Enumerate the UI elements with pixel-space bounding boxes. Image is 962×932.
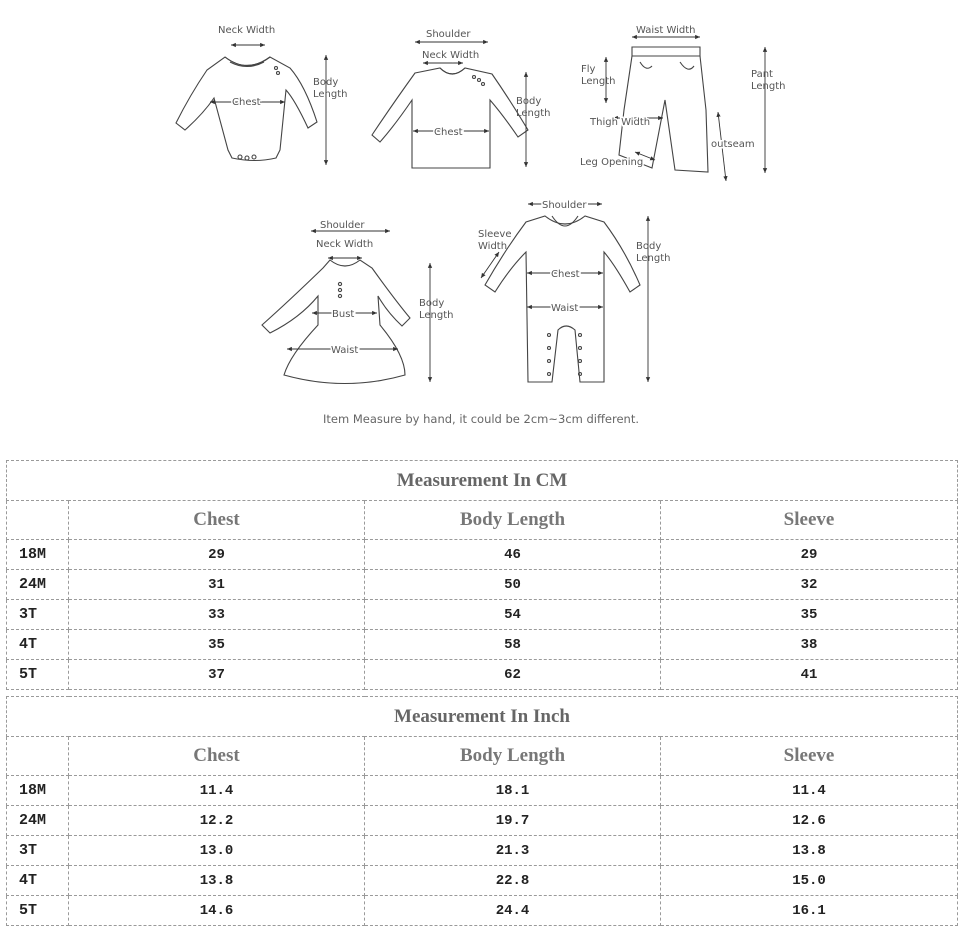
table-title: Measurement In Inch <box>7 697 958 737</box>
dress-bust-label: Bust <box>332 309 355 320</box>
chest-cell: 14.6 <box>69 896 365 926</box>
measurement-diagram <box>0 0 962 440</box>
bodysuit-chest-label: Chest <box>232 97 261 108</box>
chest-cell: 33 <box>69 600 365 630</box>
chest-cell: 35 <box>69 630 365 660</box>
table-title: Measurement In CM <box>7 461 958 501</box>
diagram-labels <box>218 25 786 356</box>
table-row <box>7 776 958 806</box>
chest-cell: 29 <box>69 540 365 570</box>
size-cell: 24M <box>7 570 69 600</box>
body-length-cell: 58 <box>365 630 661 660</box>
pants-fly-label: Fly Length <box>581 64 616 87</box>
corner-cell <box>7 501 69 540</box>
bodysuit-neck-label: Neck Width <box>218 25 276 36</box>
sleeve-cell: 29 <box>661 540 958 570</box>
chest-cell: 13.0 <box>69 836 365 866</box>
pants-pant-label: Pant Length <box>751 69 786 92</box>
dress-neck-label: Neck Width <box>316 239 374 250</box>
romper-shoulder-label: Shoulder <box>542 200 587 211</box>
dress-shoulder-label: Shoulder <box>320 220 365 231</box>
chest-cell: 31 <box>69 570 365 600</box>
pants-thigh-label: Thigh Width <box>590 117 651 128</box>
sleeve-cell: 41 <box>661 660 958 690</box>
chest-cell: 11.4 <box>69 776 365 806</box>
chest-cell: 37 <box>69 660 365 690</box>
romper-body-label: Body Length <box>636 241 671 264</box>
dress-figure <box>262 260 410 384</box>
body-length-cell: 18.1 <box>365 776 661 806</box>
table-row <box>7 570 958 600</box>
col-body-length: Body Length <box>365 501 661 540</box>
cm-table <box>6 460 958 690</box>
sleeve-cell: 16.1 <box>661 896 958 926</box>
size-cell: 3T <box>7 836 69 866</box>
table-row <box>7 540 958 570</box>
sleeve-cell: 32 <box>661 570 958 600</box>
sleeve-cell: 13.8 <box>661 836 958 866</box>
inch-table <box>6 696 958 926</box>
corner-cell <box>7 737 69 776</box>
dress-body-label: Body Length <box>419 298 454 321</box>
measure-note: Item Measure by hand, it could be 2cm~3cm different. <box>322 412 640 426</box>
table-row <box>7 630 958 660</box>
body-length-cell: 62 <box>365 660 661 690</box>
top-shoulder-label: Shoulder <box>426 29 471 40</box>
size-cell: 24M <box>7 806 69 836</box>
size-cell: 3T <box>7 600 69 630</box>
body-length-cell: 50 <box>365 570 661 600</box>
romper-waist-label: Waist <box>551 303 579 314</box>
body-length-cell: 22.8 <box>365 866 661 896</box>
top-body-label: Body Length <box>516 96 551 119</box>
sleeve-cell: 12.6 <box>661 806 958 836</box>
table-row <box>7 896 958 926</box>
size-cell: 4T <box>7 866 69 896</box>
col-sleeve: Sleeve <box>661 501 958 540</box>
table-row <box>7 600 958 630</box>
body-length-cell: 54 <box>365 600 661 630</box>
col-chest: Chest <box>69 501 365 540</box>
col-chest: Chest <box>69 737 365 776</box>
sleeve-cell: 38 <box>661 630 958 660</box>
body-length-cell: 46 <box>365 540 661 570</box>
body-length-cell: 19.7 <box>365 806 661 836</box>
pants-figure <box>619 47 708 172</box>
dimension-lines <box>210 37 765 382</box>
bodysuit-figure <box>176 57 317 161</box>
col-body-length: Body Length <box>365 737 661 776</box>
body-length-cell: 24.4 <box>365 896 661 926</box>
body-length-cell: 21.3 <box>365 836 661 866</box>
table-row <box>7 836 958 866</box>
romper-chest-label: Chest <box>551 269 580 280</box>
table-row <box>7 660 958 690</box>
chest-cell: 13.8 <box>69 866 365 896</box>
top-figure <box>372 68 528 168</box>
size-cell: 5T <box>7 660 69 690</box>
table-row <box>7 806 958 836</box>
romper-sleeve-label: Sleeve Width <box>478 229 512 252</box>
dress-waist-label: Waist <box>331 345 359 356</box>
table-row <box>7 866 958 896</box>
sleeve-cell: 35 <box>661 600 958 630</box>
pants-outseam-label: outseam <box>711 139 755 150</box>
pants-waist-label: Waist Width <box>636 25 696 36</box>
pants-leg-label: Leg Opening <box>580 157 644 168</box>
romper-figure <box>485 216 640 382</box>
sleeve-cell: 15.0 <box>661 866 958 896</box>
sleeve-cell: 11.4 <box>661 776 958 806</box>
chest-cell: 12.2 <box>69 806 365 836</box>
top-neck-label: Neck Width <box>422 50 480 61</box>
bodysuit-body-label: Body Length <box>313 77 348 100</box>
size-cell: 18M <box>7 776 69 806</box>
size-cell: 5T <box>7 896 69 926</box>
top-chest-label: Chest <box>434 127 463 138</box>
size-cell: 4T <box>7 630 69 660</box>
size-cell: 18M <box>7 540 69 570</box>
col-sleeve: Sleeve <box>661 737 958 776</box>
